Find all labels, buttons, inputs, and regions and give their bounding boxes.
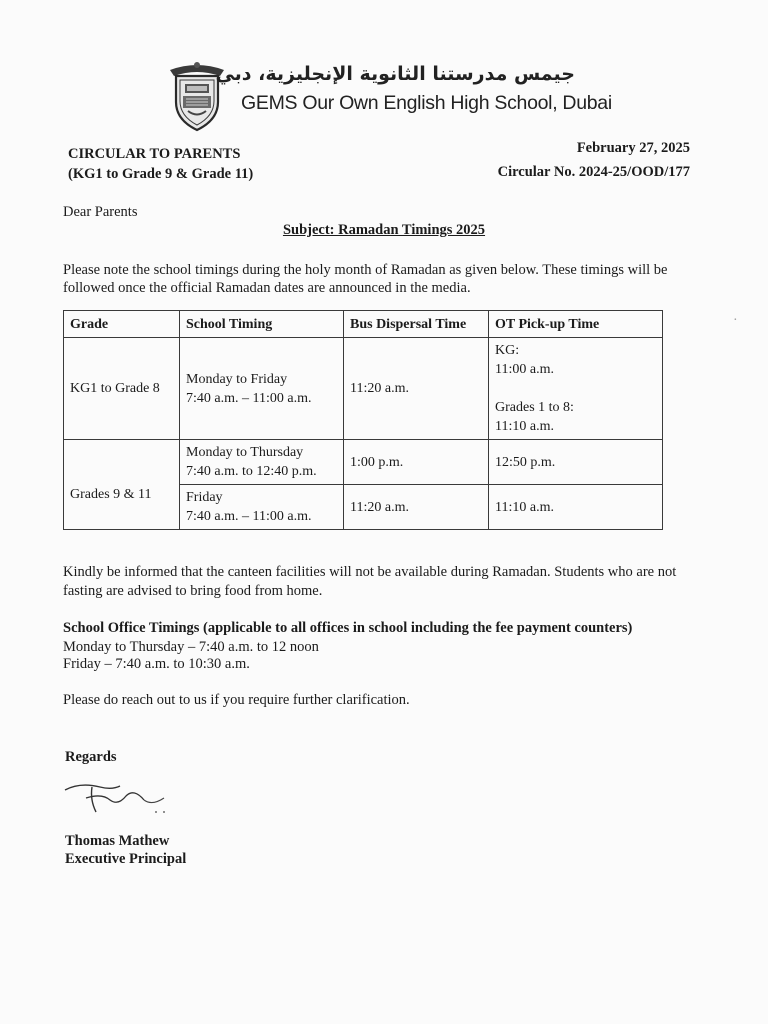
timing-days: Friday — [186, 490, 223, 505]
header-school-timing: School Timing — [180, 311, 344, 338]
table-row — [64, 338, 663, 440]
school-name-english: GEMS Our Own English High School, Dubai — [241, 92, 612, 114]
school-timing-cell — [180, 440, 344, 485]
ot-grades-time: 11:10 a.m. — [495, 419, 554, 434]
ot-kg-time: 11:00 a.m. — [495, 362, 554, 377]
circular-date: February 27, 2025 — [576, 140, 690, 156]
regards: Regards — [65, 749, 117, 765]
intro-paragraph: Please note the school timings during the holy month of Ramadan as given below. These timings will be followed once the official Ramadan dates are announced in the media. — [63, 262, 668, 296]
timing-hours: 7:40 a.m. to 12:40 p.m. — [186, 464, 317, 479]
ot-kg-label: KG: — [495, 343, 520, 358]
circular-number: Circular No. 2024-25/OOD/177 — [497, 164, 690, 180]
office-timings-weekdays: Monday to Thursday – 7:40 a.m. to 12 noon — [63, 639, 319, 655]
signature-image — [60, 778, 175, 818]
clarification-note: Please do reach out to us if you require further clarification. — [63, 692, 410, 708]
bus-time-cell: 1:00 p.m. — [344, 440, 489, 485]
bus-time-cell: 11:20 a.m. — [344, 485, 489, 530]
circular-scope: (KG1 to Grade 9 & Grade 11) — [68, 166, 254, 182]
ot-time-cell — [489, 338, 663, 440]
signatory-title: Executive Principal — [65, 851, 187, 867]
timing-hours: 7:40 a.m. – 11:00 a.m. — [186, 390, 312, 406]
greeting: Dear Parents — [63, 204, 138, 220]
office-timings-friday: Friday – 7:40 a.m. to 10:30 a.m. — [63, 656, 250, 672]
timing-days: Monday to Thursday — [186, 445, 304, 460]
ot-time-cell: 11:10 a.m. — [489, 485, 663, 530]
canteen-note: Kindly be informed that the canteen facilities will not be available during Ramadan. Students who are not fasting are advised to bring food from home. — [63, 564, 677, 599]
margin-mark: · — [733, 313, 738, 328]
subject-line: Subject: Ramadan Timings 2025 — [282, 222, 486, 238]
header-ot-pickup: OT Pick-up Time — [489, 311, 663, 338]
timings-table — [63, 310, 663, 530]
ot-time-cell: 12:50 p.m. — [489, 440, 663, 485]
table-header-row — [64, 311, 663, 338]
grade-cell: KG1 to Grade 8 — [64, 338, 180, 440]
circular-title: CIRCULAR TO PARENTS — [68, 146, 241, 162]
signatory-name: Thomas Mathew — [65, 833, 170, 849]
timing-hours: 7:40 a.m. – 11:00 a.m. — [186, 509, 312, 524]
school-name-arabic: جيمس مدرستنا الثانوية الإنجليزية، دبي — [215, 63, 575, 85]
ot-grades-label: Grades 1 to 8: — [495, 400, 574, 415]
header-bus-dispersal: Bus Dispersal Time — [344, 311, 489, 338]
office-timings-title: School Office Timings (applicable to all offices in school including the fee payment counters) — [63, 620, 633, 636]
grade-cell: Grades 9 & 11 — [64, 440, 180, 530]
header-grade: Grade — [64, 311, 180, 338]
table-row — [64, 440, 663, 485]
timing-days: Monday to Friday — [186, 371, 288, 387]
bus-time-cell: 11:20 a.m. — [344, 338, 489, 440]
school-timing-cell — [180, 485, 344, 530]
school-timing-cell — [180, 338, 344, 440]
